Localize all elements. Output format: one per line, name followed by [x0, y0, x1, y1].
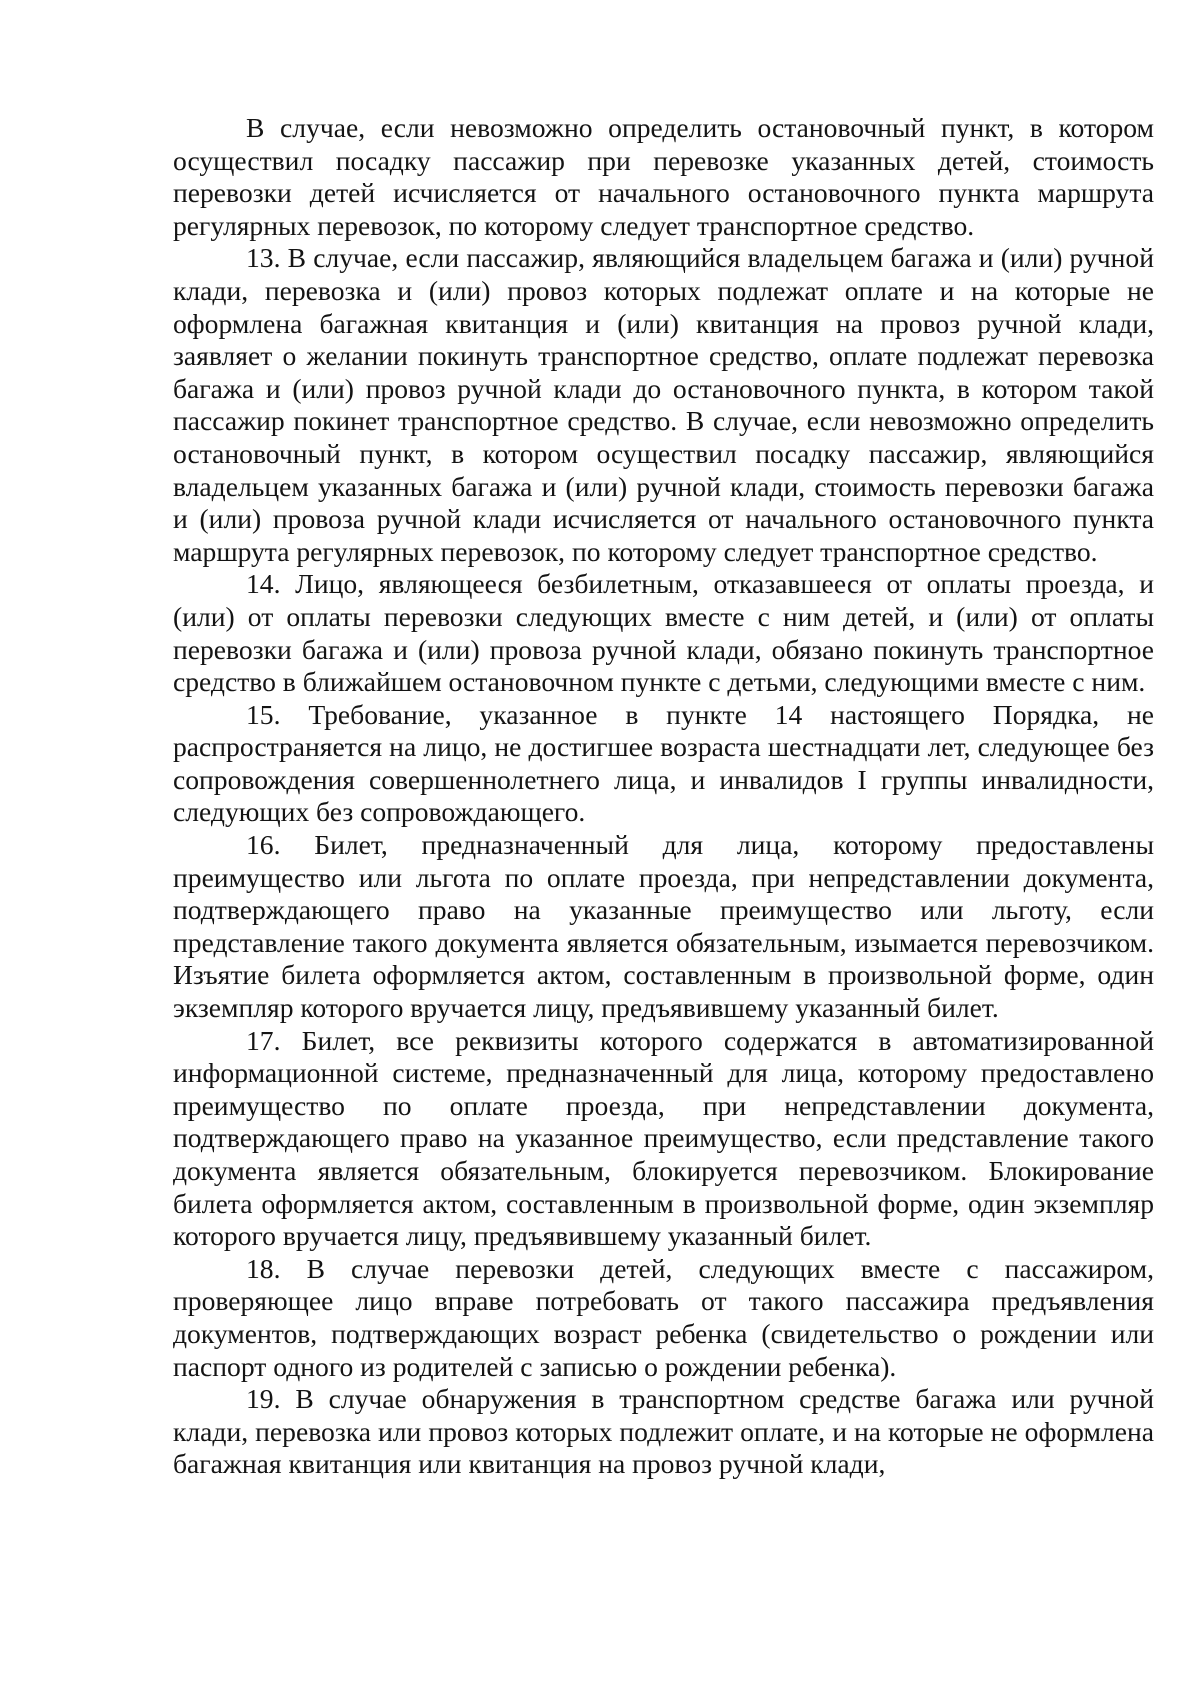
paragraph-15: 15. Требование, указанное в пункте 14 настоящего Порядка, не распространяется на лицо, не достигшее возраста шестнадцати лет, следующее без сопровождения совершеннолетнего лица, и инвалидов I группы инвалидности, следующих без сопровождающего. [173, 698, 1154, 828]
paragraph-14: 14. Лицо, являющееся безбилетным, отказавшееся от оплаты проезда, и (или) от оплаты перевозки следующих вместе с ним детей, и (или) от оплаты перевозки багажа и (или) провоза ручной клади, обязано покинуть транспортное средство в ближайшем остановочном пункте с детьми, следующими вместе с ним. [173, 568, 1154, 698]
paragraph-16: 16. Билет, предназначенный для лица, которому предоставлены преимущество или льгота по оплате проезда, при непредставлении документа, подтверждающего право на указанные преимущество или льготу, если представление такого документа является обязательным, изымается перевозчиком. Изъятие билета оформляется актом, составленным в произвольной форме, один экземпляр которого вручается лицу, предъявившему указанный билет. [173, 829, 1154, 1024]
paragraph-18: 18. В случае перевозки детей, следующих вместе с пассажиром, проверяющее лицо вправе потребовать от такого пассажира предъявления документов, подтверждающих возраст ребенка (свидетельство о рождении или паспорт одного из родителей с записью о рождении ребенка). [173, 1252, 1154, 1382]
paragraph-13: 13. В случае, если пассажир, являющийся владельцем багажа и (или) ручной клади, перевозка и (или) провоз которых подлежат оплате и на которые не оформлена багажная квитанция и (или) квитанция на провоз ручной клади, заявляет о желании покинуть транспортное средство, оплате подлежат перевозка багажа и (или) провоз ручной клади до остановочного пункта, в котором такой пассажир покинет транспортное средство. В случае, если невозможно определить остановочный пункт, в котором осуществил посадку пассажир, являющийся владельцем указанных багажа и (или) ручной клади, стоимость перевозки багажа и (или) провоза ручной клади исчисляется от начального остановочного пункта маршрута регулярных перевозок, по которому следует транспортное средство. [173, 242, 1154, 567]
paragraph-17: 17. Билет, все реквизиты которого содержатся в автоматизированной информационной системе, предназначенный для лица, которому предоставлено преимущество по оплате проезда, при непредставлении документа, подтверждающего право на указанное преимущество, если представление такого документа является обязательным, блокируется перевозчиком. Блокирование билета оформляется актом, составленным в произвольной форме, один экземпляр которого вручается лицу, предъявившему указанный билет. [173, 1024, 1154, 1252]
paragraph-intro: В случае, если невозможно определить остановочный пункт, в котором осуществил посадку пассажир при перевозке указанных детей, стоимость перевозки детей исчисляется от начального остановочного пункта маршрута регулярных перевозок, по которому следует транспортное средство. [173, 112, 1154, 241]
paragraph-19: 19. В случае обнаружения в транспортном средстве багажа или ручной клади, перевозка или провоз которых подлежит оплате, и на которые не оформлена багажная квитанция или квитанция на провоз ручной клади, [173, 1383, 1154, 1480]
document-body [173, 112, 1154, 1481]
